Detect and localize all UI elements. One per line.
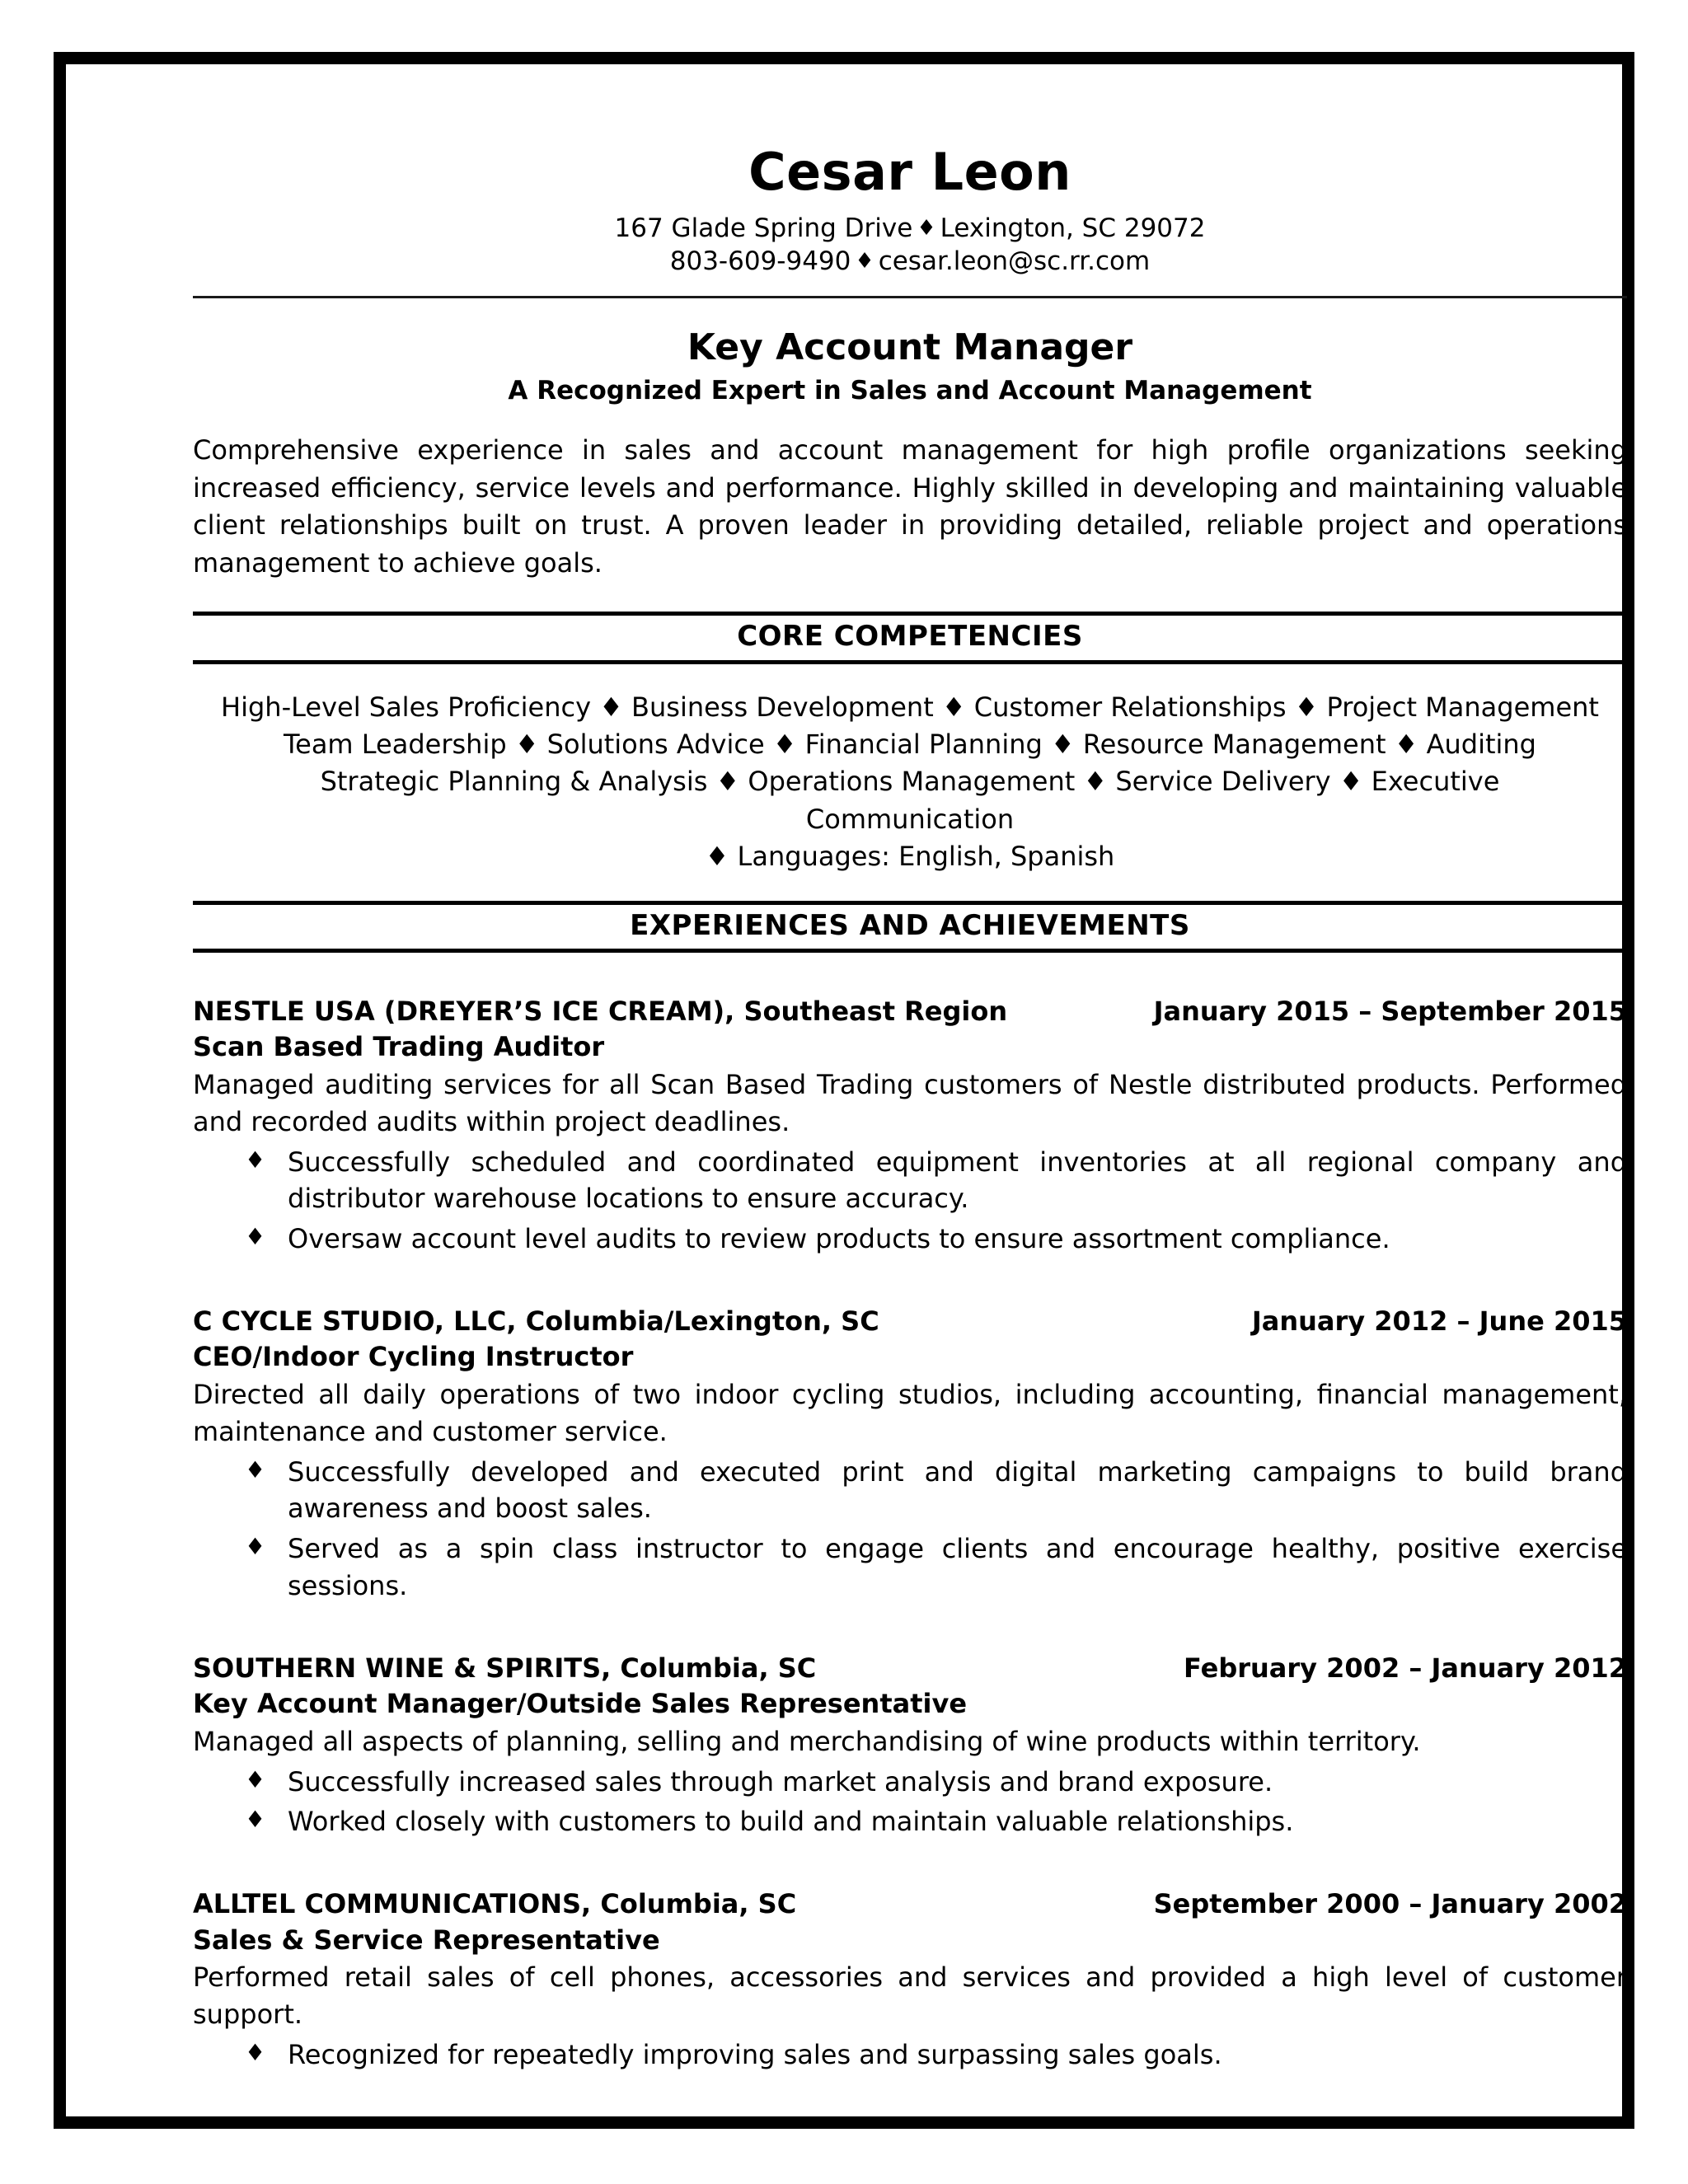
employer-name: ALLTEL COMMUNICATIONS, Columbia, SC <box>193 1888 797 1920</box>
experience-headline <box>193 996 1627 1027</box>
section-rule-bottom <box>193 949 1627 953</box>
competency-line: High-Level Sales Proficiency ♦ Business Development ♦ Customer Relationships ♦ Project Management <box>221 691 1599 723</box>
achievement-text: Successfully increased sales through market analysis and brand exposure. <box>288 1765 1273 1797</box>
professional-summary: Comprehensive experience in sales and account management for high profile organizations seeking increased efficiency, service levels and performance. Highly skilled in developing and maintaining valuable client relationships built on trust. A proven leader in providing detailed, reliable project and operations management to achieve goals. <box>193 434 1627 579</box>
diamond-bullet-icon: ♦ <box>245 1146 266 1174</box>
experience-entry <box>193 1652 1627 1840</box>
job-role-title: Key Account Manager/Outside Sales Representative <box>193 1688 968 1720</box>
experience-entry <box>193 1888 1627 2073</box>
achievement-item <box>193 1764 1627 1801</box>
job-role-title: Sales & Service Representative <box>193 1924 660 1956</box>
achievement-item <box>193 1221 1627 1258</box>
job-role-title: CEO/Indoor Cycling Instructor <box>193 1341 634 1373</box>
achievement-item <box>193 1144 1627 1218</box>
achievement-text: Oversaw account level audits to review products to ensure assortment compliance. <box>288 1223 1390 1255</box>
achievement-text: Successfully scheduled and coordinated equipment inventories at all regional company and distributor warehouse locations to ensure accuracy. <box>288 1146 1627 1215</box>
experience-headline <box>193 1652 1627 1684</box>
section-rule-bottom <box>193 660 1627 664</box>
email-address[interactable]: cesar.leon@sc.rr.com <box>878 246 1151 276</box>
section-heading-core-competencies: CORE COMPETENCIES <box>737 620 1083 654</box>
employer-name: C CYCLE STUDIO, LLC, Columbia/Lexington, SC <box>193 1305 879 1338</box>
experience-entries <box>193 996 1627 2073</box>
job-description: Performed retail sales of cell phones, accessories and services and provided a high level of customer support. <box>193 1961 1627 2030</box>
employment-dates: September 2000 – January 2002 <box>1153 1888 1627 1920</box>
achievement-text: Served as a spin class instructor to engage clients and encourage healthy, positive exercise sessions. <box>288 1533 1627 1602</box>
resume-header <box>193 142 1627 278</box>
employer-name: SOUTHERN WINE & SPIRITS, Columbia, SC <box>193 1652 817 1684</box>
resume-content <box>193 129 1627 2074</box>
page-border-frame <box>54 52 1634 2129</box>
competency-line: ♦ Languages: English, Spanish <box>705 841 1115 873</box>
employment-dates: January 2015 – September 2015 <box>1153 996 1627 1028</box>
street-address: 167 Glade Spring Drive <box>614 213 913 243</box>
achievement-bullets <box>193 1764 1627 1841</box>
diamond-bullet-icon: ♦ <box>245 1765 266 1793</box>
title-block <box>193 328 1627 405</box>
achievement-text: Successfully developed and executed print and digital marketing campaigns to build brand awareness and boost sales. <box>288 1455 1627 1525</box>
core-competencies-list <box>193 689 1627 876</box>
diamond-bullet-icon: ♦ <box>245 1455 266 1483</box>
experience-entry <box>193 1305 1627 1605</box>
contact-address-line <box>193 213 1627 246</box>
core-competencies-section <box>193 612 1627 876</box>
achievement-item <box>193 1530 1627 1605</box>
phone-number[interactable]: 803-609-9490 <box>669 246 851 276</box>
section-heading-experiences: EXPERIENCES AND ACHIEVEMENTS <box>630 908 1190 942</box>
diamond-separator-icon: ♦ <box>855 248 874 274</box>
experience-headline <box>193 1305 1627 1337</box>
competency-line: Strategic Planning & Analysis ♦ Operations Management ♦ Service Delivery ♦ Executive Communication <box>320 766 1500 835</box>
diamond-bullet-icon: ♦ <box>245 2038 266 2066</box>
job-description: Managed auditing services for all Scan Based Trading customers of Nestle distributed products. Performed and recorded audits within project deadlines. <box>193 1069 1627 1137</box>
achievement-item <box>193 1803 1627 1840</box>
competency-line: Team Leadership ♦ Solutions Advice ♦ Financial Planning ♦ Resource Management ♦ Auditing <box>284 728 1536 760</box>
achievement-text: Recognized for repeatedly improving sales and surpassing sales goals. <box>288 2038 1222 2070</box>
employer-name: NESTLE USA (DREYER’S ICE CREAM), Southeast Region <box>193 996 1008 1028</box>
job-description: Managed all aspects of planning, selling and merchandising of wine products within territory. <box>193 1725 1421 1757</box>
achievement-bullets <box>193 2036 1627 2074</box>
diamond-bullet-icon: ♦ <box>245 1806 266 1834</box>
city-state-zip: Lexington, SC 29072 <box>940 213 1206 243</box>
job-description: Directed all daily operations of two indoor cycling studios, including accounting, financial management, maintenance and customer service. <box>193 1379 1627 1447</box>
achievement-bullets <box>193 1454 1627 1605</box>
achievement-item <box>193 1454 1627 1528</box>
employment-dates: February 2002 – January 2012 <box>1184 1652 1627 1684</box>
candidate-name: Cesar Leon <box>748 142 1071 202</box>
professional-tagline: A Recognized Expert in Sales and Account Management <box>508 375 1312 405</box>
target-job-title: Key Account Manager <box>687 326 1133 369</box>
diamond-separator-icon: ♦ <box>917 216 936 241</box>
experience-entry <box>193 996 1627 1258</box>
page-canvas <box>132 129 1688 2181</box>
diamond-bullet-icon: ♦ <box>245 1533 266 1561</box>
experiences-section <box>193 901 1627 2074</box>
achievement-bullets <box>193 1144 1627 1258</box>
achievement-text: Worked closely with customers to build and maintain valuable relationships. <box>288 1806 1294 1838</box>
achievement-item <box>193 2036 1627 2074</box>
experience-headline <box>193 1888 1627 1919</box>
employment-dates: January 2012 – June 2015 <box>1251 1305 1627 1338</box>
contact-phone-email-line <box>193 246 1627 279</box>
diamond-bullet-icon: ♦ <box>245 1223 266 1251</box>
header-divider-rule <box>193 296 1627 298</box>
job-role-title: Scan Based Trading Auditor <box>193 1031 605 1063</box>
